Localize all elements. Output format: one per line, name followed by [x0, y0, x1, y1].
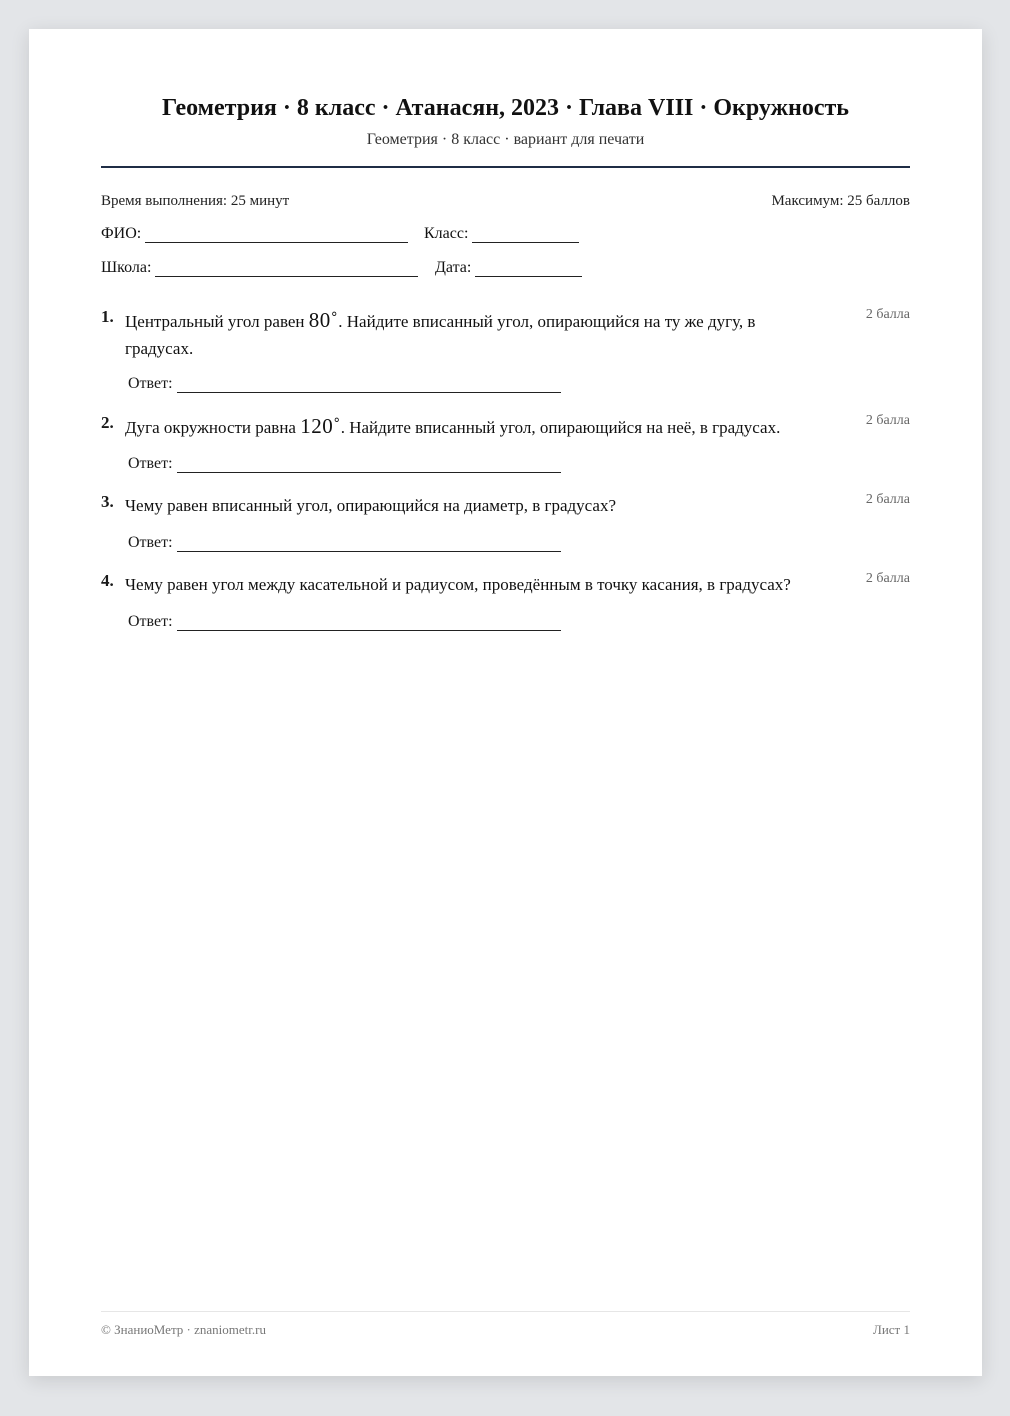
task-points: 2 балла [865, 307, 910, 322]
task-text-before: Дуга окружности равна [125, 418, 301, 437]
answer-blank-line[interactable] [177, 537, 561, 552]
footer-copyright: © ЗнаниоМетр · znaniometr.ru [101, 1322, 266, 1337]
task-number: 2. [101, 413, 114, 432]
fio-blank-line[interactable] [145, 228, 408, 243]
answer-label: Ответ: [128, 534, 173, 551]
task-math-value: 80˚ [308, 308, 339, 332]
class-blank-line[interactable] [472, 228, 579, 243]
task-points: 2 балла [865, 492, 910, 507]
date-field[interactable] [435, 259, 582, 277]
class-label: Класс: [424, 225, 469, 242]
page-subtitle: Геометрия · 8 класс · вариант для печати [366, 131, 645, 148]
answer-blank-line[interactable] [177, 458, 561, 473]
header-divider [101, 166, 910, 168]
task-text-before: Чему равен вписанный угол, опирающийся на диаметр, в градусах? [125, 496, 617, 515]
answer-field[interactable] [128, 534, 561, 552]
footer-page-number: Лист 1 [873, 1322, 910, 1337]
footer-divider [101, 1311, 910, 1312]
time-limit: Время выполнения: 25 минут [101, 193, 290, 209]
answer-label: Ответ: [128, 455, 173, 472]
task-number: 4. [101, 571, 114, 590]
task-text-after: . Найдите вписанный угол, опирающийся на неё, в градусах. [340, 418, 781, 437]
answer-blank-line[interactable] [177, 378, 561, 393]
school-blank-line[interactable] [155, 262, 418, 277]
class-field[interactable] [424, 225, 579, 243]
task-text-before: Центральный угол равен [125, 312, 309, 331]
max-score: Максимум: 25 баллов [771, 193, 910, 209]
answer-field[interactable] [128, 455, 561, 473]
task-number: 3. [101, 492, 114, 511]
answer-label: Ответ: [128, 613, 173, 630]
task-number: 1. [101, 307, 114, 326]
school-field[interactable] [101, 259, 418, 277]
task-text-before: Чему равен угол между касательной и радиусом, проведённым в точку касания, в градусах? [125, 575, 791, 594]
answer-field[interactable] [128, 613, 561, 631]
task-points: 2 балла [865, 571, 910, 586]
fio-field[interactable] [101, 225, 408, 243]
date-label: Дата: [435, 259, 472, 276]
answer-field[interactable] [128, 375, 561, 393]
task-text [125, 307, 825, 362]
school-label: Школа: [101, 259, 152, 276]
task-points: 2 балла [865, 413, 910, 428]
worksheet-page [29, 29, 982, 1376]
answer-label: Ответ: [128, 375, 173, 392]
task-text [125, 492, 825, 519]
task-text [125, 571, 845, 598]
fio-label: ФИО: [101, 225, 142, 242]
page-title: Геометрия · 8 класс · Атанасян, 2023 · Глава VIII · Окружность [162, 95, 849, 121]
answer-blank-line[interactable] [177, 616, 561, 631]
task-math-value: 120˚ [300, 414, 341, 438]
date-blank-line[interactable] [475, 262, 582, 277]
task-text [125, 413, 845, 441]
task-text-after: . Найдите вписанный угол, опирающийся на ту же дугу, в градусах. [125, 312, 756, 358]
